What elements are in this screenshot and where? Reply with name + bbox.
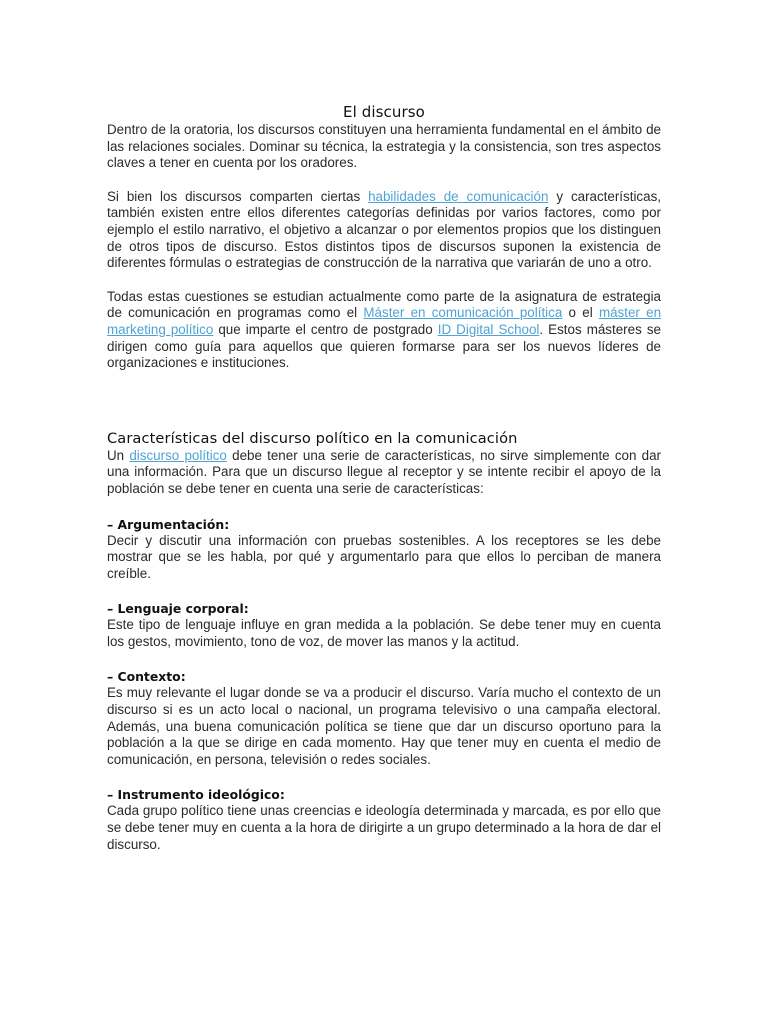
intro-paragraph-2 — [107, 189, 661, 272]
text-span: Si bien los discursos comparten ciertas — [107, 188, 369, 204]
link-master-comunicacion-politica[interactable]: Máster en comunicación política — [363, 305, 563, 321]
text-span: que imparte el centro de postgrado — [213, 321, 438, 337]
paragraph-argumentacion: Decir y discutir una información con pruebas sostenibles. A los receptores se les debe mostrar que se les habla, por qué y argumentarlo para que ellos lo perciban de manera creíble. — [107, 532, 661, 581]
text-span: y características, también existen entre ellos diferentes categorías definidas por varios factores, como por ejemplo el estilo narrativo, el objetivo a alcanzar o por elementos propios que los distinguen de otros tipos de discurso. Estos distintos tipos de discursos suponen la existencia de diferentes fórmulas o estrategias de construcción de la narrativa que variarán de uno a otro. — [107, 188, 661, 271]
subhead-contexto: – Contexto: — [107, 669, 186, 685]
section-intro-paragraph — [107, 448, 661, 498]
text-span: Todas estas cuestiones se estudian actualmente como parte de la asignatura de estrategia de comunicación en programas como el — [107, 288, 661, 321]
paragraph-lenguaje-corporal: Este tipo de lenguaje influye en gran medida a la población. Se debe tener muy en cuenta los gestos, movimiento, tono de voz, de mover las manos y la actitud. — [107, 617, 661, 649]
link-discurso-politico[interactable]: discurso político — [129, 447, 227, 463]
document-page — [107, 102, 661, 853]
link-habilidades-comunicacion[interactable]: habilidades de comunicación — [368, 188, 549, 204]
subhead-argumentacion: – Argumentación: — [107, 516, 230, 532]
page-title: El discurso — [343, 103, 425, 121]
text-span: . Estos másteres se dirigen como guía para aquellos que quieren formarse para ser los nuevos líderes de organizaciones e instituciones. — [107, 321, 661, 371]
subhead-instrumento-ideologico: – Instrumento ideológico: — [107, 787, 285, 803]
intro-paragraph-3 — [107, 289, 661, 372]
paragraph-contexto: Es muy relevante el lugar donde se va a producir el discurso. Varía mucho el contexto de un discurso si es un acto local o nacional, un programa televisivo o una campaña electoral. Además, una buena comunicación política se tiene que dar un discurso oportuno para la población a la que se dirige en cada momento. Hay que tener muy en cuenta el medio de comunicación, en persona, televisión o redes sociales. — [107, 685, 661, 767]
subhead-lenguaje-corporal: – Lenguaje corporal: — [107, 601, 249, 617]
link-id-digital-school[interactable]: ID Digital School — [437, 321, 540, 337]
text-span: debe tener una serie de características, no sirve simplemente con dar una información. Para que un discurso llegue al receptor y se intente recibir el apoyo de la población se debe tener en cuenta una serie de características: — [107, 447, 662, 496]
paragraph-instrumento-ideologico: Cada grupo político tiene unas creencias e ideología determinada y marcada, es por ello que se debe tener muy en cuenta a la hora de dirigirte a un grupo determinado a la hora de dar el discurso. — [107, 803, 661, 852]
intro-paragraph-1: Dentro de la oratoria, los discursos constituyen una herramienta fundamental en el ámbito de las relaciones sociales. Dominar su técnica, la estrategia y la consistencia, son tres aspectos claves a tener en cuenta por los oradores. — [107, 122, 661, 171]
link-master-marketing-politico[interactable]: máster en marketing político — [107, 305, 662, 337]
text-span: o el — [562, 305, 599, 321]
text-span: Un — [107, 447, 130, 463]
section-title: Características del discurso político en la comunicación — [107, 429, 518, 447]
